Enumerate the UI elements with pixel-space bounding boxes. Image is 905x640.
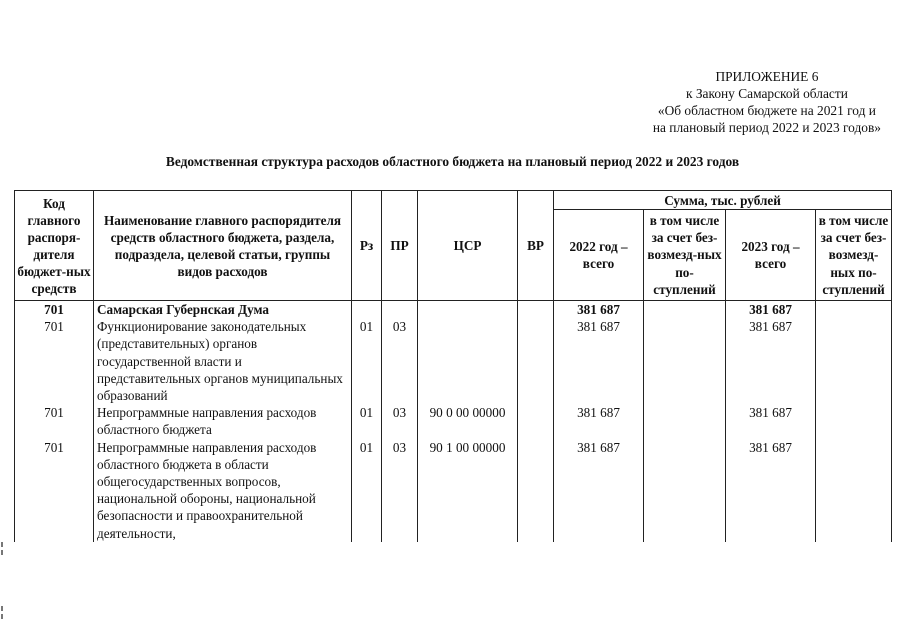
header-code: Код главного распоря-дителя бюджет-ных средств [15,191,94,301]
table-row [15,404,892,438]
row-code: 701 [15,318,94,404]
row-rz: 01 [352,439,382,542]
table-body [15,301,892,542]
row-csr: 90 0 00 00000 [418,404,518,438]
row-total-2022: 381 687 [554,301,644,319]
row-csr [418,318,518,404]
row-rz: 01 [352,318,382,404]
row-total-2022: 381 687 [554,439,644,542]
row-vr [518,318,554,404]
row-name: Самарская Губернская Дума [94,301,352,319]
document-title: Ведомственная структура расходов областного бюджета на плановый период 2022 и 2023 годов [165,154,740,169]
budget-table [14,190,892,542]
row-grants-2023 [816,439,892,542]
row-grants-2022 [644,318,726,404]
row-pr: 03 [382,439,418,542]
header-sum: Сумма, тыс. рублей [554,191,892,210]
header-total-2023: 2023 год – всего [726,210,816,301]
row-total-2022: 381 687 [554,318,644,404]
row-code: 701 [15,404,94,438]
row-grants-2023 [816,318,892,404]
table-row [15,301,892,319]
row-name: Функционирование законодательных (представительных) органов государственной власти и представительных органов муниципальных образований [94,318,352,404]
row-grants-2023 [816,301,892,319]
appendix-law-ref: к Закону Самарской области [685,86,848,101]
scan-edge-marks [0,520,6,620]
row-total-2023: 381 687 [726,301,816,319]
row-vr [518,301,554,319]
row-grants-2023 [816,404,892,438]
row-code: 701 [15,301,94,319]
appendix-law-title-1: «Об областном бюджете на 2021 год и [657,103,876,118]
row-total-2023: 381 687 [726,439,816,542]
header-grants-2022: в том числе за счет без-возмезд-ных по-ступлений [644,210,726,301]
row-grants-2022 [644,301,726,319]
header-vr: ВР [518,191,554,301]
row-total-2022: 381 687 [554,404,644,438]
row-name: Непрограммные направления расходов областного бюджета в области общегосударственных вопросов, национальной обороны, национальной безопасности и правоохранительной деятельности, [94,439,352,542]
header-grants-2023: в том числе за счет без-возмезд-ных по-ступлений [816,210,892,301]
header-csr: ЦСР [418,191,518,301]
row-vr [518,439,554,542]
appendix-block [653,68,881,136]
row-total-2023: 381 687 [726,318,816,404]
row-pr [382,301,418,319]
appendix-number: ПРИЛОЖЕНИЕ 6 [715,69,819,84]
header-total-2022: 2022 год – всего [554,210,644,301]
header-rz: Рз [352,191,382,301]
row-grants-2022 [644,404,726,438]
table-header [15,191,892,301]
row-rz: 01 [352,404,382,438]
row-grants-2022 [644,439,726,542]
row-total-2023: 381 687 [726,404,816,438]
row-vr [518,404,554,438]
row-name: Непрограммные направления расходов областного бюджета [94,404,352,438]
row-rz [352,301,382,319]
row-csr: 90 1 00 00000 [418,439,518,542]
row-code: 701 [15,439,94,542]
appendix-law-title-2: на плановый период 2022 и 2023 годов» [652,120,881,135]
row-pr: 03 [382,318,418,404]
table-row [15,439,892,542]
row-pr: 03 [382,404,418,438]
table-row [15,318,892,404]
header-pr: ПР [382,191,418,301]
header-name: Наименование главного распорядителя средств областного бюджета, раздела, подраздела, целевой статьи, группы видов расходов [94,191,352,301]
row-csr [418,301,518,319]
